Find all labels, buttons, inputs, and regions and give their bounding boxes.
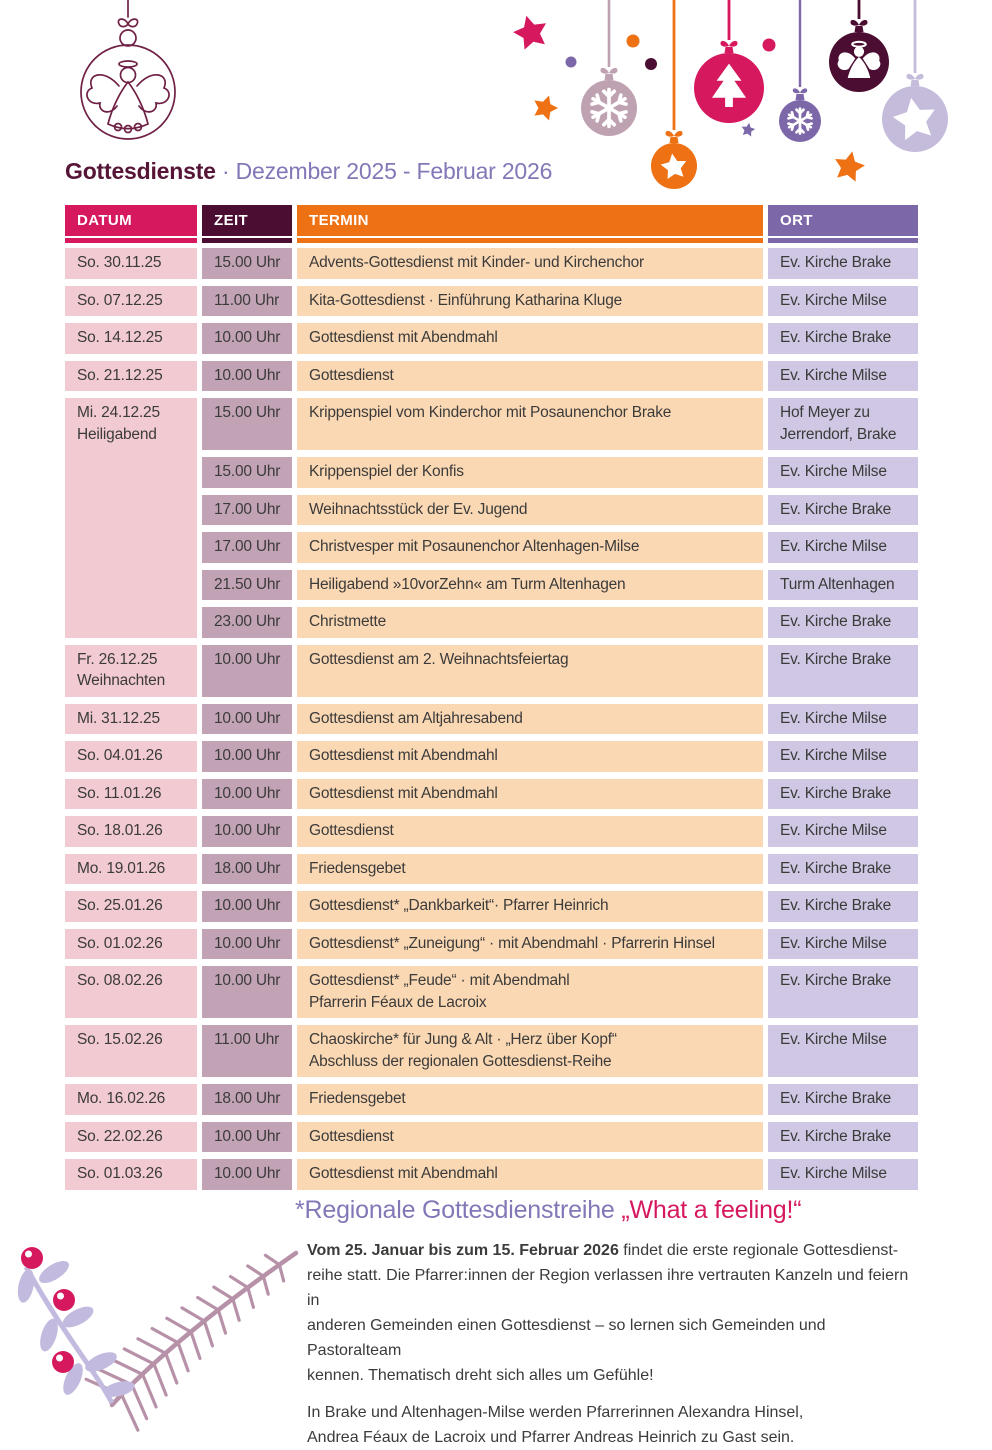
cell-line: Abschluss der regionalen Gottesdienst-Reihe xyxy=(309,1052,612,1070)
orange-dot-icon xyxy=(627,35,640,48)
place-cell xyxy=(768,286,918,317)
cell-line: So. 01.02.26 xyxy=(77,934,163,952)
cell-line: Ev. Kirche Brake xyxy=(780,859,892,877)
time-cell: 15.00 Uhr xyxy=(202,248,292,279)
event-cell xyxy=(297,607,763,638)
cell-line: Ev. Kirche Brake xyxy=(780,329,892,346)
orange-star-icon xyxy=(831,148,867,183)
cell-line: So. 14.12.25 xyxy=(77,329,163,346)
time-cell: 15.00 Uhr xyxy=(202,457,292,488)
column-header-zeit: ZEIT xyxy=(202,205,292,236)
cell-line: Heiligabend »10vorZehn« am Turm Altenhagen xyxy=(309,575,626,593)
place-cell xyxy=(768,398,918,450)
cell-line: So. 07.12.25 xyxy=(77,291,163,309)
cell-line: Ev. Kirche Brake xyxy=(780,972,892,989)
cell-line: So. 08.02.26 xyxy=(77,972,163,989)
cell-line: Ev. Kirche Brake xyxy=(780,500,892,518)
place-cell xyxy=(768,1025,918,1077)
angel-outline-bauble-icon xyxy=(81,0,175,139)
date-cell xyxy=(65,1122,197,1153)
purple-dot-icon xyxy=(566,57,577,68)
cell-line: Christmette xyxy=(309,613,387,630)
footnote-title-text: *Regionale Gottesdienstreihe xyxy=(295,1196,622,1224)
time-cell: 10.00 Uhr xyxy=(202,779,292,810)
place-cell xyxy=(768,1084,918,1115)
paragraph-line: anderen Gemeinden einen Gottesdienst – so lernen sich Gemeinden und Pastoralteam xyxy=(307,1317,826,1359)
date-cell xyxy=(65,398,197,638)
cell-line: Ev. Kirche Brake xyxy=(780,613,892,630)
page-title-range: · Dezember 2025 - Februar 2026 xyxy=(221,158,553,184)
cell-line: Gottesdienst xyxy=(309,1127,394,1145)
place-cell xyxy=(768,645,918,697)
cell-line: So. 04.01.26 xyxy=(77,747,163,764)
small-purple-star-icon xyxy=(740,122,756,137)
column-header-ort: ORT xyxy=(768,205,918,236)
cell-line: So. 11.01.26 xyxy=(77,784,162,802)
time-cell: 10.00 Uhr xyxy=(202,929,292,960)
time-cell: 10.00 Uhr xyxy=(202,1122,292,1153)
cell-line: Turm Altenhagen xyxy=(780,575,895,593)
event-cell xyxy=(297,1122,763,1153)
mauve-snowflake-bauble-icon xyxy=(581,0,637,136)
table-body xyxy=(65,248,918,1190)
footnote-paragraph-2 xyxy=(307,1400,919,1450)
pink-tree-bauble-icon xyxy=(694,0,764,123)
event-cell xyxy=(297,891,763,922)
cell-line: So. 01.03.26 xyxy=(77,1165,163,1182)
cell-line: Ev. Kirche Brake xyxy=(780,254,892,271)
cell-line: Ev. Kirche Milse xyxy=(780,934,887,952)
paragraph-line: kennen. Thematisch dreht sich alles um Gefühle! xyxy=(307,1367,654,1384)
cell-line: Mo. 16.02.26 xyxy=(77,1090,166,1107)
time-cell: 10.00 Uhr xyxy=(202,361,292,392)
place-cell xyxy=(768,1159,918,1190)
cell-line: Gottesdienst* „Feude“ · mit Abendmahl xyxy=(309,972,570,989)
cell-line: Gottesdienst* „Zuneigung“ · mit Abendmahl · Pfarrerin Hinsel xyxy=(309,934,715,952)
place-cell xyxy=(768,570,918,601)
cell-line: So. 30.11.25 xyxy=(77,254,162,271)
cell-line: Pfarrerin Féaux de Lacroix xyxy=(309,993,487,1011)
event-cell xyxy=(297,495,763,526)
event-cell xyxy=(297,1025,763,1077)
cell-line: So. 21.12.25 xyxy=(77,366,163,384)
time-cell: 10.00 Uhr xyxy=(202,741,292,772)
date-cell xyxy=(65,779,197,810)
cell-line: Ev. Kirche Milse xyxy=(780,1031,887,1048)
cell-line: Ev. Kirche Brake xyxy=(780,1127,892,1145)
cell-line: Gottesdienst mit Abendmahl xyxy=(309,784,498,802)
paragraph-line: Andrea Féaux de Lacroix und Pfarrer Andreas Heinrich zu Gast sein. xyxy=(307,1429,795,1446)
page-title-main: Gottesdienste xyxy=(65,158,216,184)
pink-star-icon xyxy=(510,11,551,51)
fern-branch-icon xyxy=(86,1253,296,1430)
place-cell xyxy=(768,323,918,354)
date-cell xyxy=(65,1159,197,1190)
place-cell xyxy=(768,779,918,810)
page-title xyxy=(65,158,552,185)
cell-line: Christvesper mit Posaunenchor Altenhagen-Milse xyxy=(309,538,640,555)
cell-line: Hof Meyer zu xyxy=(780,404,870,421)
place-cell xyxy=(768,966,918,1018)
event-cell xyxy=(297,966,763,1018)
time-cell: 10.00 Uhr xyxy=(202,645,292,697)
event-cell xyxy=(297,1159,763,1190)
date-cell xyxy=(65,361,197,392)
event-cell xyxy=(297,645,763,697)
plum-dot-icon xyxy=(645,58,657,70)
cell-line: Friedensgebet xyxy=(309,859,406,877)
date-cell xyxy=(65,286,197,317)
cell-line: Gottesdienst mit Abendmahl xyxy=(309,1165,498,1182)
pink-dot-icon xyxy=(763,39,776,52)
place-cell xyxy=(768,1122,918,1153)
place-cell xyxy=(768,854,918,885)
time-cell: 10.00 Uhr xyxy=(202,966,292,1018)
event-cell xyxy=(297,741,763,772)
mistletoe-sprig-icon xyxy=(15,1257,136,1403)
footnote-body xyxy=(307,1238,919,1450)
cell-line: Mo. 19.01.26 xyxy=(77,859,166,877)
date-cell xyxy=(65,816,197,847)
time-cell: 10.00 Uhr xyxy=(202,323,292,354)
date-cell xyxy=(65,741,197,772)
cell-line: Ev. Kirche Brake xyxy=(780,897,892,914)
event-cell xyxy=(297,457,763,488)
time-cell: 17.00 Uhr xyxy=(202,532,292,563)
cell-line: Krippenspiel vom Kinderchor mit Posaunenchor Brake xyxy=(309,404,672,421)
cell-line: Gottesdienst am 2. Weihnachtsfeiertag xyxy=(309,650,569,668)
cell-line: Ev. Kirche Milse xyxy=(780,822,887,839)
event-cell xyxy=(297,532,763,563)
event-cell xyxy=(297,570,763,601)
orange-star-icon xyxy=(530,92,561,122)
event-cell xyxy=(297,929,763,960)
cell-line: Heiligabend xyxy=(77,425,157,443)
purple-snowflake-bauble-icon xyxy=(779,0,821,142)
cell-line: Chaoskirche* für Jung & Alt · „Herz über Kopf“ xyxy=(309,1031,617,1048)
cell-line: Friedensgebet xyxy=(309,1090,406,1107)
cell-line: Ev. Kirche Brake xyxy=(780,650,892,668)
place-cell xyxy=(768,891,918,922)
date-cell xyxy=(65,966,197,1018)
column-header-datum: DATUM xyxy=(65,205,197,236)
time-cell: 11.00 Uhr xyxy=(202,1025,292,1077)
cell-line: Ev. Kirche Milse xyxy=(780,291,887,309)
cell-line: Krippenspiel der Konfis xyxy=(309,463,464,480)
place-cell xyxy=(768,741,918,772)
orange-star-bauble-icon xyxy=(651,0,697,189)
cell-line: Ev. Kirche Milse xyxy=(780,463,887,480)
cell-line: Gottesdienst mit Abendmahl xyxy=(309,747,498,764)
column-header-termin: TERMIN xyxy=(297,205,763,236)
cell-line: Ev. Kirche Milse xyxy=(780,1165,887,1182)
cell-line: Advents-Gottesdienst mit Kinder- und Kirchenchor xyxy=(309,254,645,271)
time-cell: 15.00 Uhr xyxy=(202,398,292,450)
time-cell: 11.00 Uhr xyxy=(202,286,292,317)
paragraph-line: In Brake und Altenhagen-Milse werden Pfarrerinnen Alexandra Hinsel, xyxy=(307,1404,804,1421)
time-cell: 10.00 Uhr xyxy=(202,704,292,735)
cell-line: Kita-Gottesdienst · Einführung Katharina Kluge xyxy=(309,291,623,309)
paragraph-line: reihe statt. Die Pfarrer:innen der Region verlassen ihre vertrauten Kanzeln und feiern in xyxy=(307,1267,909,1309)
event-cell xyxy=(297,286,763,317)
berries-icon xyxy=(21,1247,75,1373)
paragraph-line: findet die erste regionale Gottesdienst- xyxy=(618,1242,899,1259)
date-cell xyxy=(65,248,197,279)
date-cell xyxy=(65,704,197,735)
cell-line: Ev. Kirche Milse xyxy=(780,538,887,555)
event-cell xyxy=(297,361,763,392)
time-cell: 10.00 Uhr xyxy=(202,891,292,922)
cell-line: Ev. Kirche Milse xyxy=(780,709,887,727)
cell-line: Jerrendorf, Brake xyxy=(780,425,897,443)
place-cell xyxy=(768,248,918,279)
footnote-title xyxy=(295,1196,801,1225)
event-cell xyxy=(297,854,763,885)
event-cell xyxy=(297,323,763,354)
cell-line: Fr. 26.12.25 xyxy=(77,650,158,668)
date-cell xyxy=(65,323,197,354)
time-cell: 21.50 Uhr xyxy=(202,570,292,601)
time-cell: 10.00 Uhr xyxy=(202,816,292,847)
time-cell: 18.00 Uhr xyxy=(202,854,292,885)
place-cell xyxy=(768,816,918,847)
place-cell xyxy=(768,495,918,526)
place-cell xyxy=(768,457,918,488)
cell-line: Ev. Kirche Brake xyxy=(780,784,892,802)
event-cell xyxy=(297,779,763,810)
time-cell: 17.00 Uhr xyxy=(202,495,292,526)
date-cell xyxy=(65,854,197,885)
event-cell xyxy=(297,248,763,279)
cell-line: Gottesdienst* „Dankbarkeit“· Pfarrer Heinrich xyxy=(309,897,609,914)
cell-line: Gottesdienst mit Abendmahl xyxy=(309,329,498,346)
cell-line: Mi. 31.12.25 xyxy=(77,709,160,727)
cell-line: Weihnachten xyxy=(77,672,165,689)
date-cell xyxy=(65,891,197,922)
place-cell xyxy=(768,532,918,563)
place-cell xyxy=(768,704,918,735)
lavender-star-bauble-icon xyxy=(882,0,948,152)
cell-line: So. 18.01.26 xyxy=(77,822,163,839)
place-cell xyxy=(768,607,918,638)
date-cell xyxy=(65,1025,197,1077)
cell-line: So. 15.02.26 xyxy=(77,1031,163,1048)
cell-line: Ev. Kirche Milse xyxy=(780,747,887,764)
plum-angel-bauble-icon xyxy=(829,0,889,92)
event-cell xyxy=(297,1084,763,1115)
date-cell xyxy=(65,1084,197,1115)
cell-line: So. 22.02.26 xyxy=(77,1127,163,1145)
cell-line: Mi. 24.12.25 xyxy=(77,404,160,421)
date-cell xyxy=(65,929,197,960)
cell-line: So. 25.01.26 xyxy=(77,897,163,914)
cell-line: Ev. Kirche Milse xyxy=(780,366,887,384)
time-cell: 18.00 Uhr xyxy=(202,1084,292,1115)
time-cell: 10.00 Uhr xyxy=(202,1159,292,1190)
event-cell xyxy=(297,704,763,735)
branch-decoration xyxy=(0,1223,310,1403)
footnote-paragraph-1 xyxy=(307,1238,919,1388)
table-header-row xyxy=(65,205,918,236)
footnote-title-quote: „What a feeling!“ xyxy=(621,1196,802,1224)
place-cell xyxy=(768,929,918,960)
event-cell xyxy=(297,398,763,450)
cell-line: Gottesdienst xyxy=(309,366,394,384)
footnote-bold-dates: Vom 25. Januar bis zum 15. Februar 2026 xyxy=(307,1242,619,1259)
event-cell xyxy=(297,816,763,847)
cell-line: Gottesdienst am Altjahresabend xyxy=(309,709,523,727)
time-cell: 23.00 Uhr xyxy=(202,607,292,638)
date-cell xyxy=(65,645,197,697)
cell-line: Gottesdienst xyxy=(309,822,394,839)
service-schedule-table xyxy=(65,205,918,1190)
cell-line: Ev. Kirche Brake xyxy=(780,1090,892,1107)
place-cell xyxy=(768,361,918,392)
cell-line: Weihnachtsstück der Ev. Jugend xyxy=(309,500,528,518)
